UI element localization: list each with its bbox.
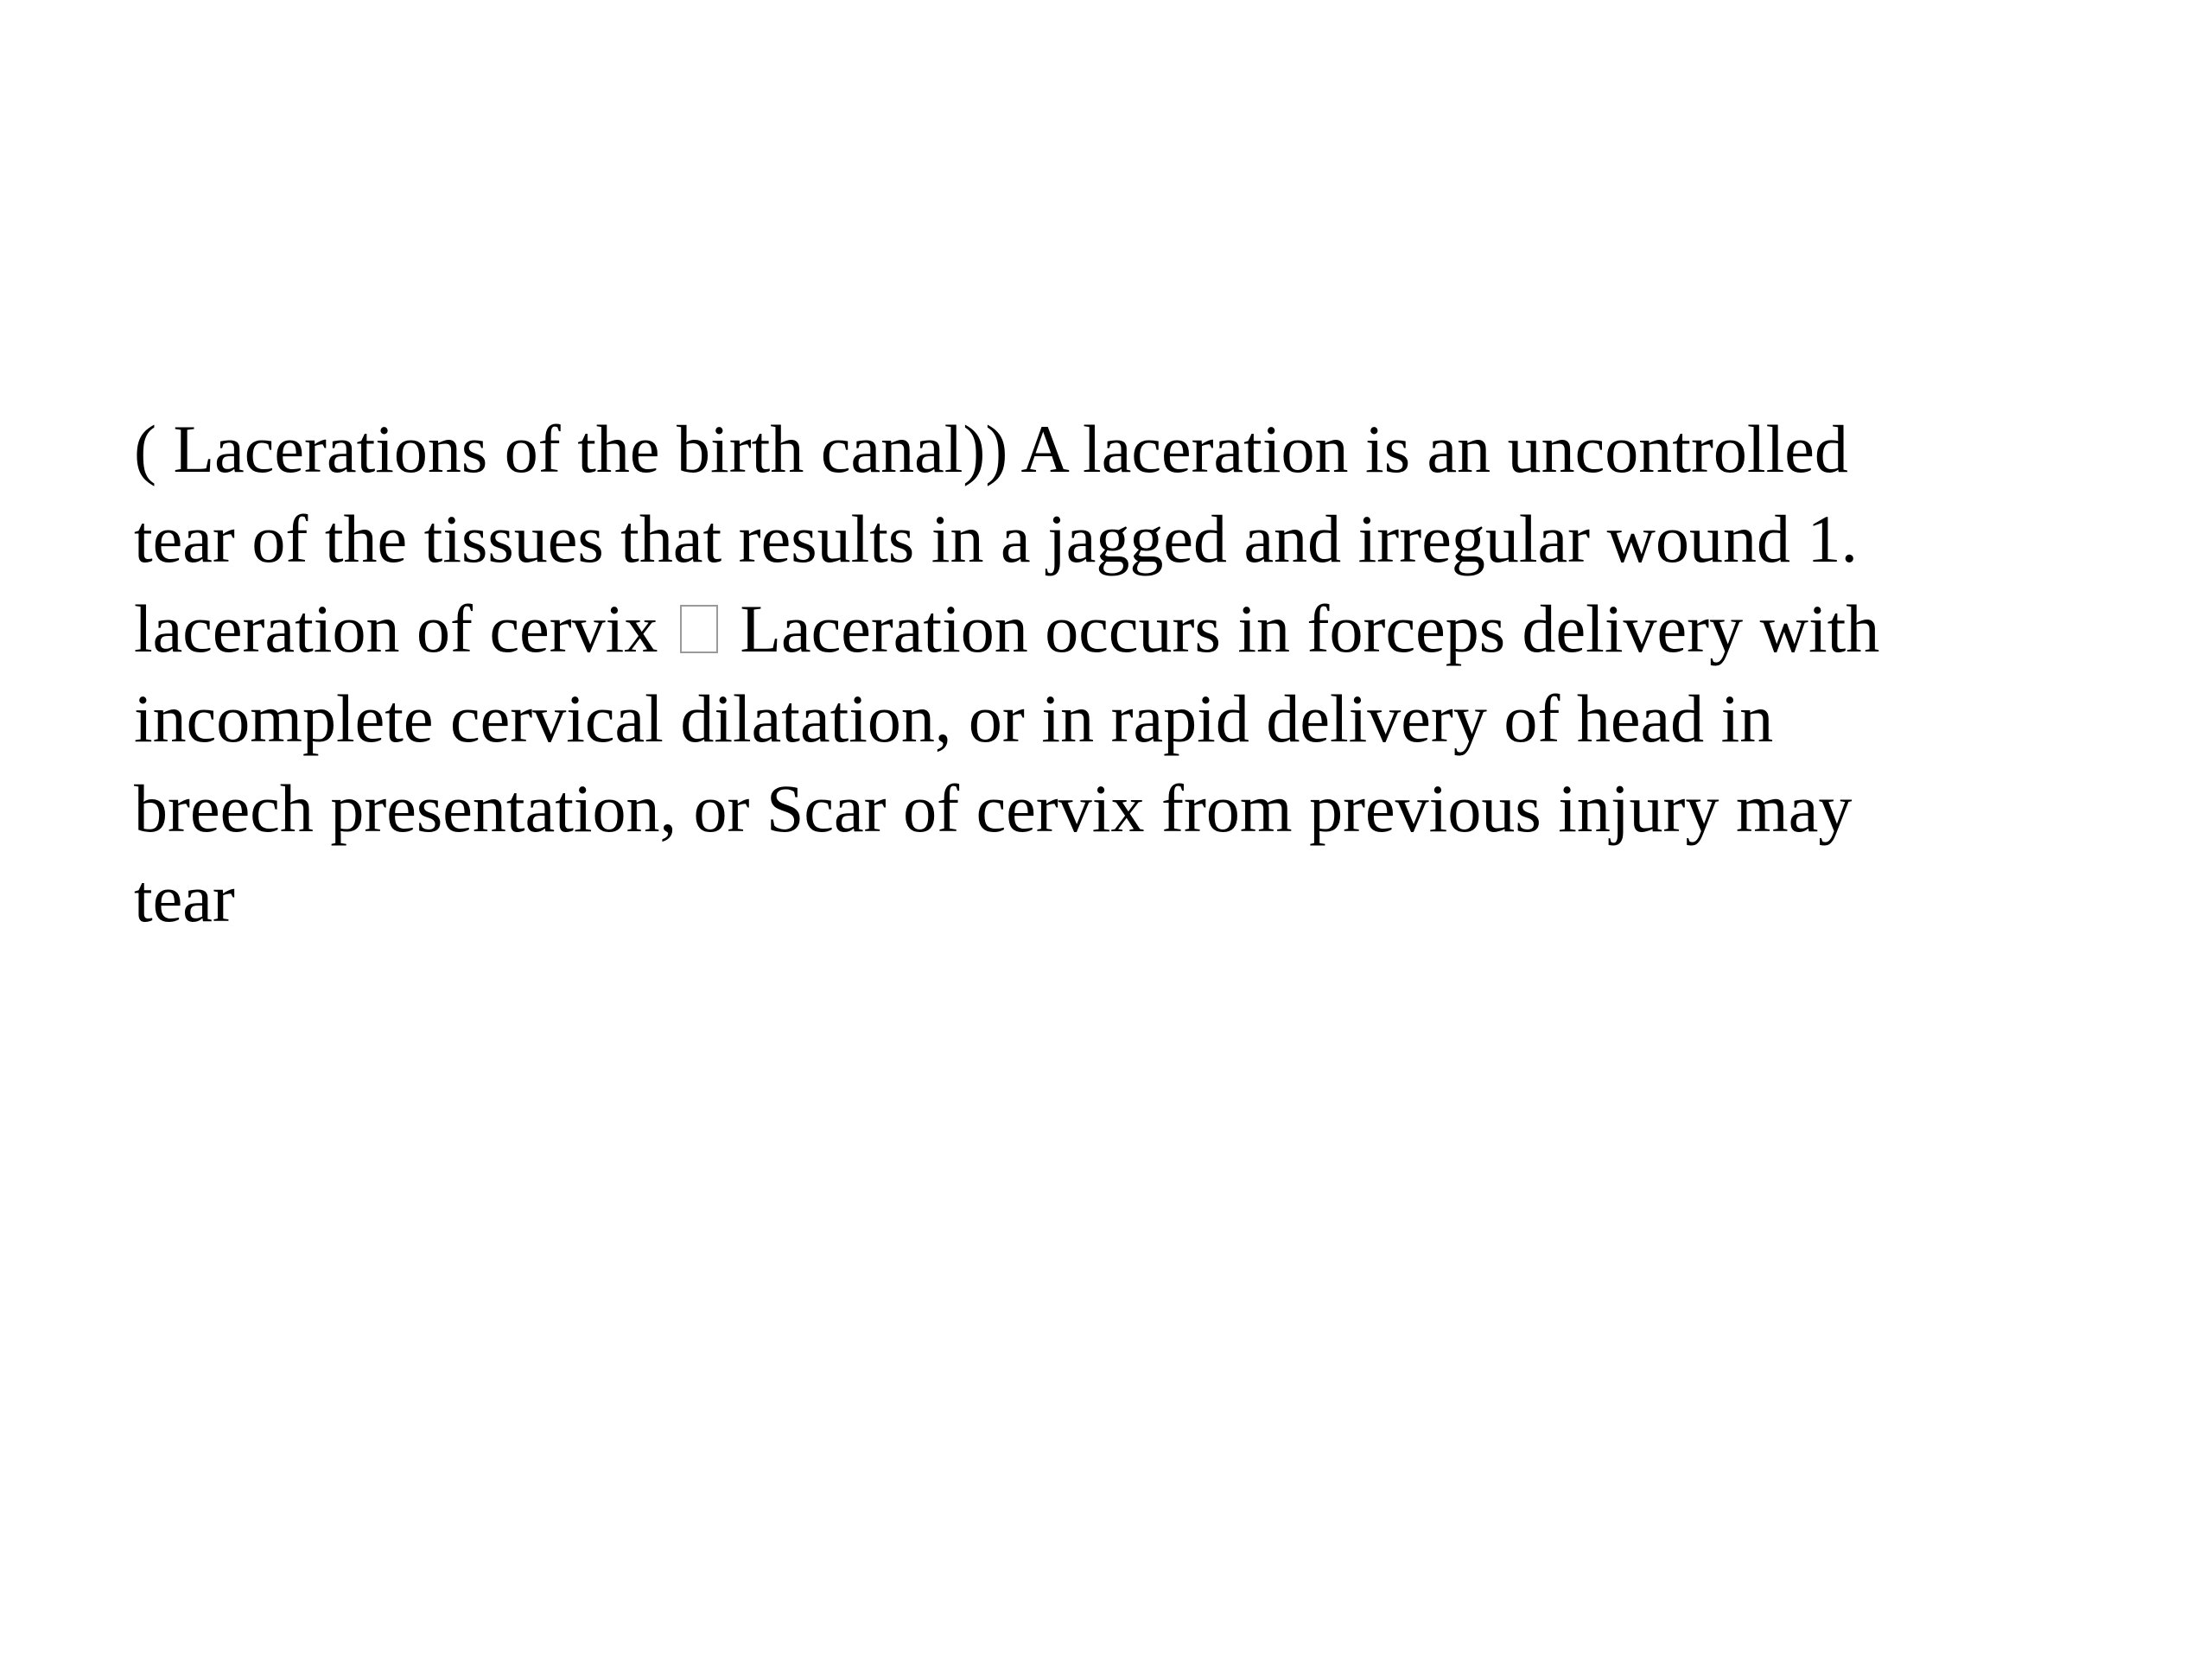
text-line-3-after: Laceration occurs in forceps delivery with <box>740 591 1880 666</box>
text-line-4: incomplete cervical dilatation, or in rapid delivery of head in <box>134 681 1774 756</box>
body-text <box>134 404 2121 944</box>
text-line-6: tear <box>134 861 235 936</box>
missing-glyph-icon <box>680 605 718 653</box>
text-line-1: ( Lacerations of the birth canal)) A laceration is an uncontrolled <box>134 411 1848 486</box>
text-line-3 <box>134 584 2121 674</box>
text-line-5: breech presentation, or Scar of cervix from previous injury may <box>134 771 1853 846</box>
text-line-2: tear of the tissues that results in a jagged and irregular wound 1. <box>134 501 1858 576</box>
text-line-3-before: laceration of cervix <box>134 591 658 666</box>
